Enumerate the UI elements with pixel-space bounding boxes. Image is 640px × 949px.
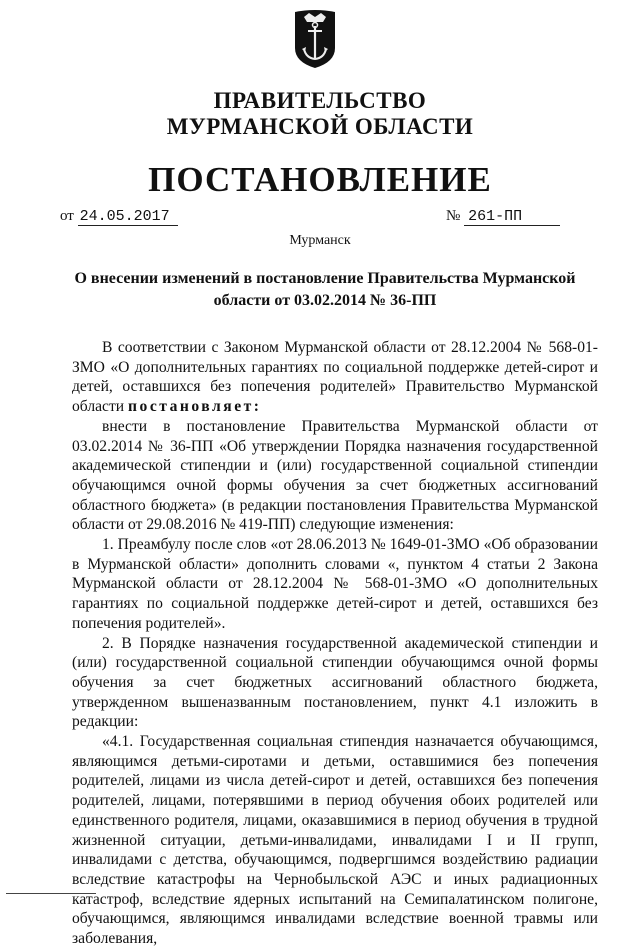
organization-name-line1: ПРАВИТЕЛЬСТВО bbox=[213, 88, 427, 113]
document-body bbox=[72, 338, 598, 949]
footer-rule bbox=[6, 893, 96, 894]
body-paragraph-item2: 2. В Порядке назначения государственной академической стипендии и (или) государственной социальной стипендии обучающимся очной формы обучения за счет бюджетных ассигнований областного бюджета, утвержденном вышеназванным постановлением, пункт 4.1 изложить в редакции: bbox=[72, 634, 598, 731]
body-paragraph-amend: внести в постановление Правительства Мурманской области от 03.02.2014 № 36-ПП «Об утверждении Порядка назначения государственной академической стипендии и (или) государственной социальной стипендии обучающимся очной формы обучения за счет бюджетных ассигнований областного бюджета» (в редакции постановления Правительства Мурманской области от 29.08.2016 № 419-ПП) следующие изменения: bbox=[72, 417, 598, 534]
document-subject: О внесении изменений в постановление Правительства Мурманской области от 03.02.2014 № 36-ПП bbox=[74, 270, 576, 309]
body-paragraph-item1: 1. Преамбулу после слов «от 28.06.2013 № 1649-01-ЗМО «Об образовании в Мурманской области» дополнить словами «, пунктом 4 статьи 2 Закона Мурманской области от 28.12.2004 № 568-01-ЗМО «О дополнительных гарантиях по социальной поддержке детей-сирот и детей, оставшихся без попечения родителей». bbox=[72, 536, 598, 632]
document-date: 24.05.2017 bbox=[78, 208, 178, 226]
city-name: Мурманск bbox=[289, 233, 351, 248]
number-prefix: № bbox=[446, 208, 461, 224]
document-number: 261-ПП bbox=[464, 208, 560, 226]
preamble-text: В соответствии с Законом Мурманской области от 28.12.2004 № 568-01-ЗМО «О дополнительных гарантиях по социальной поддержке детей-сирот и детей, оставшихся без попечения родителей» Правительство Мурманской области bbox=[72, 339, 598, 416]
body-paragraph-quote: «4.1. Государственная социальная стипендия назначается обучающимся, являющимся детьми-сиротами и детьми, оставшимися без попечения родителей, лицами из числа детей-сирот и детей, оставшихся без попечения родителей, лицами, потерявшими в период обучения обоих родителей или единственного родителя, лицами, оказавшимися в период обучения в трудной жизненной ситуации, детьми-инвалидами, инвалидами I и II групп, инвалидами с детства, обучающимся, подвергшимся воздействию радиации вследствие катастрофы на Чернобыльской АЭС и иных радиационных катастроф, вследствие ядерных испытаний на Семипалатинском полигоне, обучающимся, являющимся инвалидами вследствие военной травмы или заболевания, bbox=[72, 733, 598, 948]
document-date-row bbox=[60, 208, 178, 226]
decree-word: постановляет: bbox=[128, 398, 262, 416]
organization-name-line2: МУРМАНСКОЙ ОБЛАСТИ bbox=[166, 114, 474, 139]
document-type-title: ПОСТАНОВЛЕНИЕ bbox=[148, 160, 492, 199]
date-prefix: от bbox=[60, 208, 74, 224]
coat-of-arms-icon bbox=[292, 8, 338, 70]
document-number-row bbox=[446, 208, 560, 226]
body-paragraph-preamble bbox=[72, 338, 598, 417]
